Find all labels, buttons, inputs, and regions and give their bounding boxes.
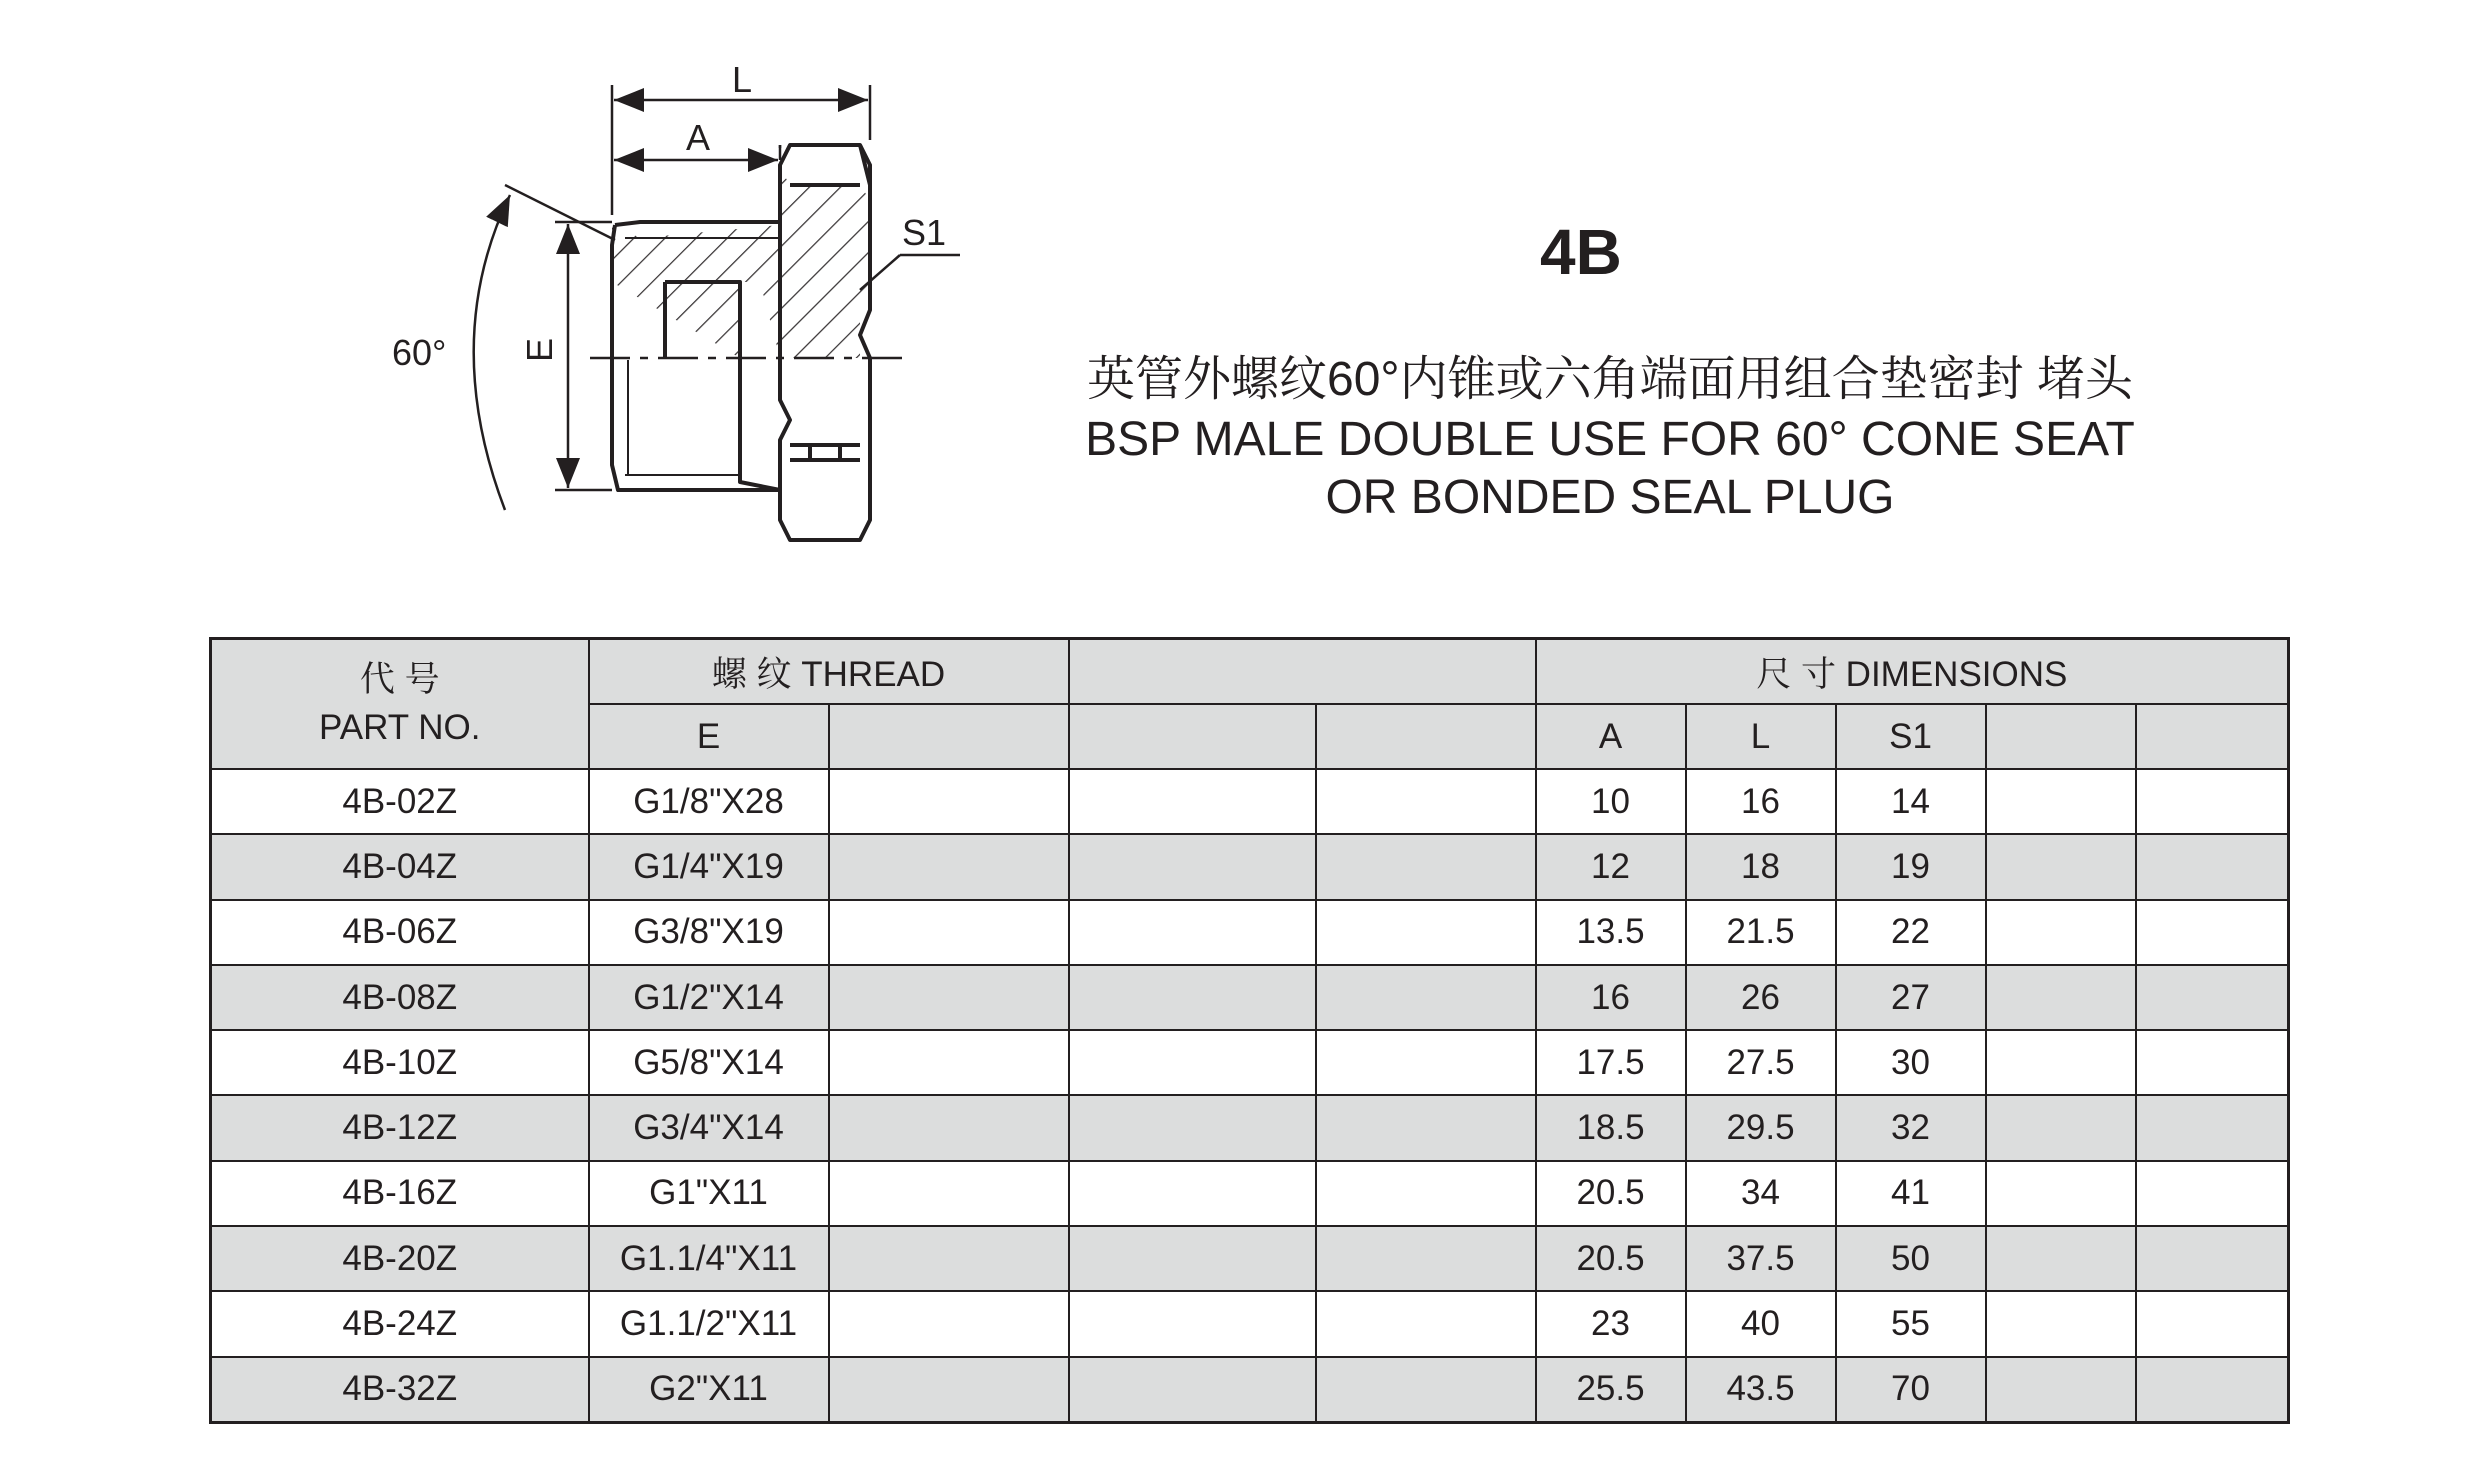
a-cell: 20.5	[1536, 1226, 1686, 1291]
s1-cell: 19	[1836, 834, 1986, 899]
col-header-A: A	[1536, 704, 1686, 769]
part-cell: 4B-06Z	[211, 900, 589, 965]
thread-cell: G5/8"X14	[589, 1030, 829, 1095]
empty-cell	[2136, 1030, 2289, 1095]
empty-cell	[2136, 1291, 2289, 1356]
empty-cell	[1316, 965, 1536, 1030]
part-cell: 4B-12Z	[211, 1095, 589, 1160]
l-cell: 27.5	[1686, 1030, 1836, 1095]
plug-technical-drawing	[360, 50, 947, 570]
a-cell: 10	[1536, 769, 1686, 834]
product-title-en-line1: BSP MALE DOUBLE USE FOR 60° CONE SEAT	[1085, 413, 2135, 466]
empty-cell	[1986, 1357, 2136, 1423]
product-title-en-line2: OR BONDED SEAL PLUG	[1325, 471, 1895, 524]
empty-cell	[1069, 1161, 1316, 1226]
empty-cell	[1069, 769, 1316, 834]
empty-cell	[829, 965, 1069, 1030]
empty-cell	[1069, 1291, 1316, 1356]
a-cell: 23	[1536, 1291, 1686, 1356]
col-header-blank	[1986, 704, 2136, 769]
empty-cell	[2136, 769, 2289, 834]
table-row	[211, 1357, 2289, 1423]
empty-cell	[1316, 1291, 1536, 1356]
thread-cell: G1.1/4"X11	[589, 1226, 829, 1291]
empty-cell	[2136, 834, 2289, 899]
col-header-blank	[2136, 704, 2289, 769]
empty-cell	[1986, 1095, 2136, 1160]
l-cell: 34	[1686, 1161, 1836, 1226]
empty-cell	[829, 1161, 1069, 1226]
part-cell: 4B-32Z	[211, 1357, 589, 1423]
part-cell: 4B-16Z	[211, 1161, 589, 1226]
a-cell: 12	[1536, 834, 1686, 899]
s1-cell: 55	[1836, 1291, 1986, 1356]
l-cell: 29.5	[1686, 1095, 1836, 1160]
thread-cell: G1/4"X19	[589, 834, 829, 899]
empty-cell	[829, 1095, 1069, 1160]
empty-cell	[1069, 965, 1316, 1030]
thread-header: 螺 纹 THREAD	[589, 639, 1069, 705]
part-cell: 4B-08Z	[211, 965, 589, 1030]
col-header-blank	[1316, 704, 1536, 769]
part-cell: 4B-10Z	[211, 1030, 589, 1095]
a-cell: 18.5	[1536, 1095, 1686, 1160]
thread-cell: G1.1/2"X11	[589, 1291, 829, 1356]
empty-cell	[2136, 1161, 2289, 1226]
a-cell: 20.5	[1536, 1161, 1686, 1226]
thread-cell: G3/8"X19	[589, 900, 829, 965]
dimensions-header: 尺 寸 DIMENSIONS	[1536, 639, 2289, 705]
l-cell: 43.5	[1686, 1357, 1836, 1423]
empty-cell	[1316, 769, 1536, 834]
table-row	[211, 769, 2289, 834]
empty-cell	[829, 834, 1069, 899]
empty-cell	[829, 1030, 1069, 1095]
table-row	[211, 1095, 2289, 1160]
empty-cell	[829, 769, 1069, 834]
empty-cell	[1316, 1161, 1536, 1226]
part-cell: 4B-20Z	[211, 1226, 589, 1291]
col-header-E: E	[589, 704, 829, 769]
a-cell: 16	[1536, 965, 1686, 1030]
part-no-header-cn: 代 号	[359, 660, 440, 699]
empty-cell	[1986, 1030, 2136, 1095]
empty-cell	[2136, 1226, 2289, 1291]
empty-cell	[1069, 900, 1316, 965]
s1-cell: 41	[1836, 1161, 1986, 1226]
header-row-1	[211, 639, 2289, 705]
a-cell: 17.5	[1536, 1030, 1686, 1095]
table-row	[211, 1226, 2289, 1291]
empty-cell	[829, 1226, 1069, 1291]
a-cell: 25.5	[1536, 1357, 1686, 1423]
empty-cell	[1316, 1095, 1536, 1160]
part-cell: 4B-02Z	[211, 769, 589, 834]
col-header-L: L	[1686, 704, 1836, 769]
empty-cell	[2136, 900, 2289, 965]
product-title-cn: 英管外螺纹60°内锥或六角端面用组合垫密封 堵头	[1087, 353, 2133, 406]
empty-cell	[1986, 769, 2136, 834]
dim-label-A: A	[685, 117, 711, 158]
dim-label-angle: 60°	[392, 332, 447, 373]
empty-cell	[1069, 1357, 1316, 1423]
empty-cell	[1316, 1226, 1536, 1291]
product-code: 4B	[1540, 216, 1622, 288]
part-cell: 4B-24Z	[211, 1291, 589, 1356]
empty-cell	[2136, 965, 2289, 1030]
s1-cell: 70	[1836, 1357, 1986, 1423]
col-header-blank	[1069, 704, 1316, 769]
empty-cell	[1069, 1226, 1316, 1291]
thread-cell: G2"X11	[589, 1357, 829, 1423]
l-cell: 16	[1686, 769, 1836, 834]
thread-cell: G1/8"X28	[589, 769, 829, 834]
col-header-S1: S1	[1836, 704, 1986, 769]
empty-cell	[1986, 1226, 2136, 1291]
empty-cell	[2136, 1095, 2289, 1160]
a-cell: 13.5	[1536, 900, 1686, 965]
specification-table	[209, 637, 2290, 1424]
s1-cell: 22	[1836, 900, 1986, 965]
l-cell: 26	[1686, 965, 1836, 1030]
table-row	[211, 965, 2289, 1030]
thread-cell: G1/2"X14	[589, 965, 829, 1030]
thread-cell: G3/4"X14	[589, 1095, 829, 1160]
empty-cell	[1316, 1030, 1536, 1095]
empty-cell	[829, 1357, 1069, 1423]
empty-cell	[1069, 834, 1316, 899]
col-header-blank	[829, 704, 1069, 769]
empty-cell	[1986, 1291, 2136, 1356]
part-cell: 4B-04Z	[211, 834, 589, 899]
l-cell: 21.5	[1686, 900, 1836, 965]
part-no-header-en: PART NO.	[319, 708, 481, 747]
empty-cell	[1316, 834, 1536, 899]
table-row	[211, 1030, 2289, 1095]
empty-cell	[1316, 1357, 1536, 1423]
s1-cell: 14	[1836, 769, 1986, 834]
dim-label-L: L	[731, 59, 753, 100]
empty-cell	[829, 900, 1069, 965]
l-cell: 40	[1686, 1291, 1836, 1356]
empty-cell	[2136, 1357, 2289, 1423]
table-row	[211, 1291, 2289, 1356]
table-row	[211, 1161, 2289, 1226]
empty-cell	[829, 1291, 1069, 1356]
table-row	[211, 834, 2289, 899]
empty-cell	[1986, 1161, 2136, 1226]
empty-cell	[1316, 900, 1536, 965]
l-cell: 18	[1686, 834, 1836, 899]
dim-label-E: E	[519, 337, 560, 363]
s1-cell: 32	[1836, 1095, 1986, 1160]
l-cell: 37.5	[1686, 1226, 1836, 1291]
s1-cell: 27	[1836, 965, 1986, 1030]
empty-cell	[1986, 900, 2136, 965]
empty-cell	[1069, 1095, 1316, 1160]
table-row	[211, 900, 2289, 965]
empty-cell	[1986, 965, 2136, 1030]
dim-label-S1: S1	[902, 212, 947, 253]
thread-cell: G1"X11	[589, 1161, 829, 1226]
empty-cell	[1986, 834, 2136, 899]
empty-cell	[1069, 1030, 1316, 1095]
part-no-header	[211, 639, 589, 770]
s1-cell: 30	[1836, 1030, 1986, 1095]
blank-header	[1069, 639, 1536, 705]
s1-cell: 50	[1836, 1226, 1986, 1291]
